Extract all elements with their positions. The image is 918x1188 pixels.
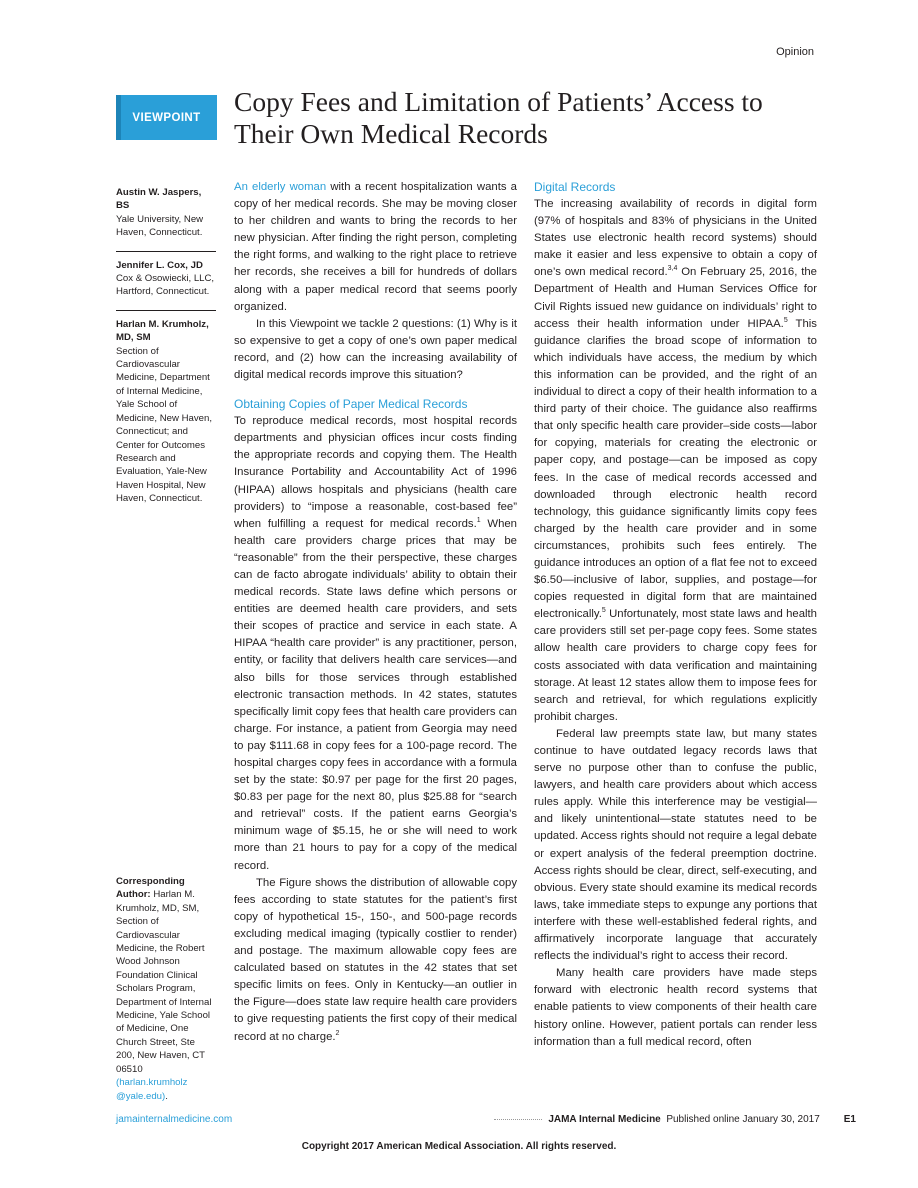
author-affiliation: Cox & Osowiecki, LLC, Hartford, Connecticut. [116, 273, 215, 298]
page-number: E1 [843, 1114, 856, 1125]
corresponding-email-link[interactable]: (harlan.krumholz @yale.edu) [116, 1077, 188, 1102]
section-heading: Digital Records [534, 180, 616, 194]
reference-marker: 3,4 [667, 265, 678, 273]
reference-marker: 1 [476, 516, 481, 524]
page-footer [116, 1114, 856, 1128]
paragraph-text: shows the distribution of allowable copy fees according to state statutes for the patient’s first copy of hypothetical 15-, 150-, and 500-page records excluding medical imaging (typically costlier to render) and postage. The maximum allowable copy fees are calculated based on statutes in the 42 states that set specific limits on fees. Only in Kentucky—an outlier in the Figure—does state law require health care providers to give requesting patients the first copy of their medical record at no charge. [234, 876, 517, 1043]
copyright-notice: Copyright 2017 American Medical Association. All rights reserved. [301, 1141, 617, 1152]
footer-citation [494, 1114, 856, 1125]
body-paragraph [234, 413, 517, 875]
section-heading: Obtaining Copies of Paper Medical Records [234, 397, 468, 412]
paragraph-text: When health care providers charge prices that may be “reasonable” from the their perspective, these charges can de facto abrogate individuals’ ability to obtain their medical records. State laws define which persons or entities are deemed health care providers, and sets their scopes of practice and service in each state. A HIPAA “health care provider” is any practitioner, person, entity, or facility that delivers health care services—and also bills for those services through established electronic transaction methods. In 42 states, statutes specifically limit copy fees that health care providers can charge. For instance, a patient from Georgia may need to pay $111.68 in copy fees for a 100-page record. The hospital charges copy fees in accordance with a formula set by the state: $0.97 per page for the first 20 pages, $0.83 per page for the next 80, plus $25.88 for “search and retrieval” costs. If the patient earns Georgia’s minimum wage of $5.15, he or she will need to work more than 21 hours to pay for a copy of the medical record. [234, 517, 517, 872]
corresponding-label: Corresponding Author: [116, 876, 185, 901]
figure-reference[interactable]: Figure [279, 876, 312, 889]
author-list [116, 180, 216, 506]
paragraph-text: Unfortunately, most state laws and health care providers still set per-page copy fees. Some states allow health care providers to charge copy fees for costs associated with data verification and maintaining storage. At least 12 states allow them to impose fees for search and retrieval, for which regulations explicitly prohibit charges. [534, 608, 817, 723]
author-affiliation: Yale University, New Haven, Connecticut. [116, 213, 204, 239]
footer-site-link[interactable]: jamainternalmedicine.com [116, 1114, 233, 1125]
viewpoint-badge: VIEWPOINT [116, 95, 217, 140]
author-entry [116, 251, 216, 299]
body-paragraph: Federal law preempts state law, but many states continue to have outdated legacy records laws that serve no purpose other than to confuse the public, lawyers, and health care providers about which access rules apply. While this interference may be vestigial—and likely unintentional—state statutes need to be updated. Access rights should not require a legal debate or expert analysis of the federal preemption doctrine. Access rights should be clear, direct, self-executing, and obvious. Every state should examine its medical records laws, take immediate steps to expunge any portions that interfere with these well-established federal rights, and affirmatively incorporate language that accurately reflects the individual’s right to access their record. [534, 727, 817, 963]
paragraph-text: The [256, 876, 280, 889]
author-name: Austin W. Jaspers, BS [116, 187, 202, 212]
corresponding-email-end: . [165, 1090, 168, 1102]
paragraph-text: On February 25, 2016, the Department of Health and Human Services Office for Civil Rights issued new guidance on individuals’ right to access their health information under HIPAA. [534, 266, 817, 330]
paragraph-text: with a recent hospitalization wants a copy of her medical records. She may be moving closer to her children and wants to bring the records to her new physician. After finding the right person, completing the right forms, and walking to the right place to retrieve her records, she receives a bill for hundreds of dollars along with a paper medical record that seems poorly organized. [234, 181, 517, 313]
body-paragraph [534, 196, 817, 726]
lead-in: An elderly woman [234, 181, 327, 193]
reference-marker: 5 [783, 316, 788, 324]
paragraph-text: This guidance clarifies the broad scope of information to which individuals have access, the medium by which this information can be provided, and the right of an individual to direct a copy of their health information to a third party of their choice. The guidance also reaffirms that only specific health care provider–side costs—labor for copying, materials for creating the electronic or paper copy, and postage—can be imposed as copy fees. In the case of medical records accessed and downloaded through electronic health record technology, this guidance significantly limits copy fees charged by the health care provider and in some circumstances, prohibits such fees entirely. The guidance introduces an option of a flat fee not to exceed $6.50—inclusive of labor, supplies, and postage—for copies requested in digital form that are maintained electronically. [534, 317, 817, 621]
corresponding-author [116, 875, 216, 1103]
footer-divider [494, 1119, 542, 1120]
body-paragraph [234, 179, 517, 316]
author-entry [116, 310, 216, 506]
body-paragraph: Many health care providers have made steps forward with electronic health record systems that enable patients to view components of their health care history online. However, patient portals can render less information than a full medical record, often [534, 967, 817, 1048]
journal-name: JAMA Internal Medicine [548, 1114, 661, 1125]
reference-marker: 5 [601, 607, 606, 615]
body-paragraph: In this Viewpoint we tackle 2 questions: (1) Why is it so expensive to get a copy of one’s own paper medical record, and (2) how can the increasing availability of digital medical records improve this situation? [234, 317, 517, 382]
reference-marker: 2 [335, 1029, 340, 1037]
paragraph-text: To reproduce medical records, most hospital records departments and physician offices incur costs finding the appropriate records and copying them. The Health Insurance Portability and Accountability Act of 1996 (HIPAA) allows hospitals and physicians (health care providers) to “impose a reasonable, cost-based fee” when fulfilling a request for medical records. [234, 415, 517, 530]
body-paragraph [234, 875, 517, 1046]
publication-date: Published online January 30, 2017 [666, 1114, 820, 1125]
body-column-right [534, 179, 817, 1051]
corresponding-text: Harlan M. Krumholz, MD, SM, Section of Cardiovascular Medicine, the Robert Wood Johnson Foundation Clinical Scholars Program, Department of Internal Medicine, Yale School of Medicine, One Church Street, Ste 200, New Haven, CT 06510 [116, 889, 212, 1075]
section-label: Opinion [776, 46, 814, 58]
article-title: Copy Fees and Limitation of Patients’ Access to Their Own Medical Records [234, 86, 763, 149]
paragraph-text: The increasing availability of records in digital form (97% of hospitals and 83% of physicians in the United States use electronic health record systems) should make it easier and less expensive to obtain a copy of one’s own medical record. [534, 198, 817, 279]
author-entry [116, 180, 216, 240]
author-affiliation: Section of Cardiovascular Medicine, Department of Internal Medicine, Yale School of Medicine, New Haven, Connecticut; and Center for Outcomes Research and Evaluation, Yale-New Haven Hospital, New Haven, Connecticut. [116, 345, 212, 505]
author-name: Harlan M. Krumholz, MD, SM [116, 318, 209, 344]
author-name: Jennifer L. Cox, JD [116, 259, 203, 271]
body-column-left [234, 179, 517, 1046]
